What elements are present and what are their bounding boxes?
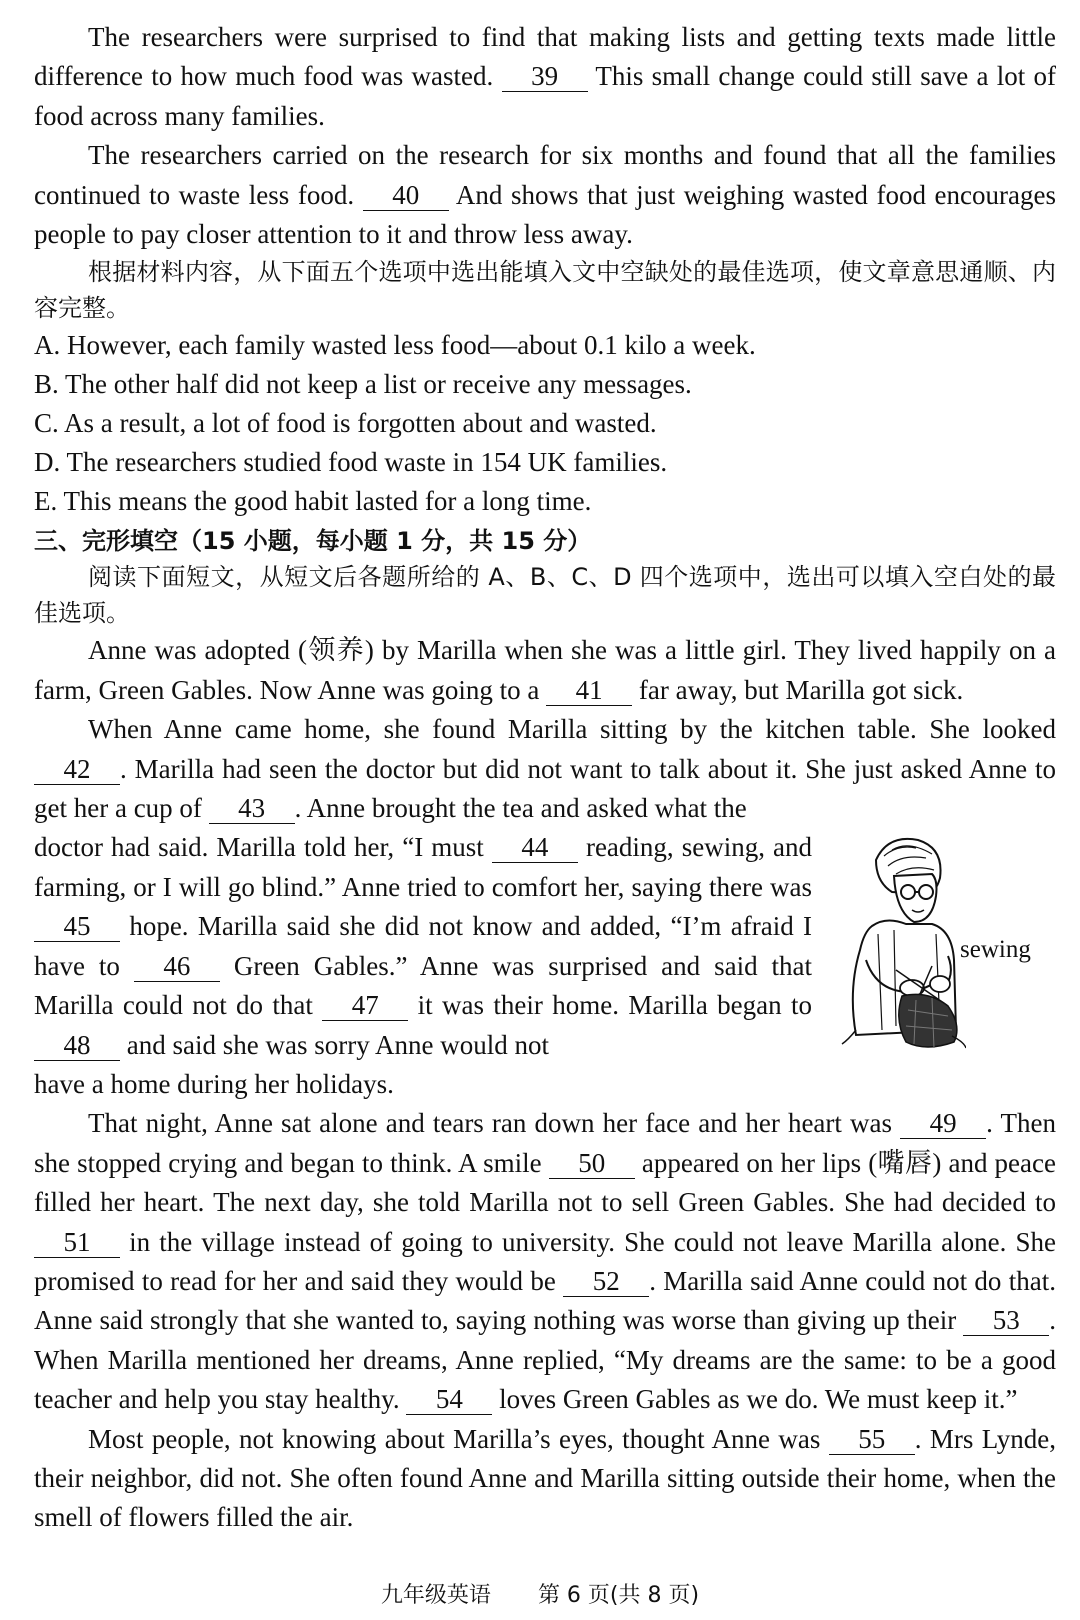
option-b: B. The other half did not keep a list or receive any messages. [34,369,692,400]
page-content [34,18,1056,1538]
blank-55[interactable]: 55 [829,1424,915,1455]
blank-49[interactable]: 49 [900,1108,986,1139]
blank-51[interactable]: 51 [34,1227,120,1258]
blank-54[interactable]: 54 [406,1384,492,1415]
option-c: C. As a result, a lot of food is forgotten about and wasted. [34,408,657,439]
option-a: A. However, each family wasted less food—about 0.1 kilo a week. [34,330,756,361]
reading-instruction: 根据材料内容，从下面五个选项中选出能填入文中空缺处的最佳选项，使文章意思通顺、内容完整。 [34,258,1056,323]
wrapped-text [34,828,812,1064]
blank-45[interactable]: 45 [34,911,120,942]
blank-50[interactable]: 50 [549,1148,635,1179]
cloze-paragraph-2-continued: doctor had said. Marilla told her, “I must 44 reading, sewing, and farming, or I will go blind.” Anne tried to comfort her, saying there was 45 hope. Marilla said she did not know and added, “I’m afraid I have to 46 Green Gables.” Anne was surprised and said that Marilla could not do that 47 it was their home. Marilla began to 48 and said she was sorry Anne would not [34,832,813,1060]
blank-44[interactable]: 44 [492,832,578,863]
option-d: D. The researchers studied food waste in 154 UK families. [34,447,668,478]
blank-53[interactable]: 53 [963,1305,1049,1336]
cloze-paragraph-3: That night, Anne sat alone and tears ran down her face and her heart was 49 . Then she stopped crying and began to think. A smile 50 appeared on her lips (嘴唇) and peace filled her heart. The next day, she told Marilla not to sell Green Gables. She had decided to 51 in the village instead of going to university. She could not leave Marilla alone. She promised to read for her and said they would be 52 . Marilla said Anne could not do that. Anne said strongly that she wanted to, saying nothing was worse than giving up their 53 . When Marilla mentioned her dreams, Anne replied, “My dreams are the same: to be a good teacher and help you stay healthy. 54 loves Green Gables as we do. We must keep it.” [34,1108,1057,1415]
cloze-paragraph-4: Most people, not knowing about Marilla’s eyes, thought Anne was 55 . Mrs Lynde, their neighbor, did not. She often found Anne and Marilla sitting outside their home, when the smell of flowers filled the air. [34,1423,1057,1533]
cloze-paragraph-2-end: have a home during her holidays. [34,1068,394,1099]
blank-41[interactable]: 41 [546,675,632,706]
cloze-instruction: 阅读下面短文，从短文后各题所给的 A、B、C、D 四个选项中，选出可以填入空白处的最佳选项。 [34,563,1056,628]
section-heading-cloze: 三、完形填空（15 小题，每小题 1 分，共 15 分） [34,527,592,556]
blank-46[interactable]: 46 [134,951,220,982]
cloze-paragraph-2: When Anne came home, she found Marilla sitting by the kitchen table. She looked 42 . Marilla had seen the doctor but did not want to talk about it. She just asked Anne to get her a cup of 43 . Anne brought the tea and asked what the [34,714,1056,824]
reading-paragraph-2: The researchers carried on the research for six months and found that all the families continued to waste less food. 40 And shows that just weighing wasted food encourages people to pay closer attention to it and throw less away. [34,140,1056,250]
sewing-illustration [812,828,1056,1058]
blank-39[interactable]: 39 [502,61,588,92]
reading-paragraph-1: The researchers were surprised to find that making lists and getting texts made little difference to how much food was wasted. 39 This small change could still save a lot of food across many families. [34,22,1057,131]
text-with-figure [34,828,1056,1064]
footer-subject: 九年级英语 [380,1583,491,1608]
blank-42[interactable]: 42 [34,754,120,785]
page-footer [0,1578,1080,1609]
blank-52[interactable]: 52 [563,1266,649,1297]
blank-48[interactable]: 48 [34,1030,120,1061]
old-woman-sewing-drawing [836,830,966,1055]
cloze-paragraph-1: Anne was adopted (领养) by Marilla when she was a little girl. They lived happily on a farm, Green Gables. Now Anne was going to a 41 far away, but Marilla got sick. [34,635,1056,705]
figure-label-sewing: sewing [960,936,1031,964]
blank-43[interactable]: 43 [209,793,295,824]
blank-40[interactable]: 40 [363,180,449,211]
blank-47[interactable]: 47 [322,990,408,1021]
footer-page-number: 第 6 页(共 8 页) [537,1583,700,1608]
option-e: E. This means the good habit lasted for a long time. [34,486,592,517]
